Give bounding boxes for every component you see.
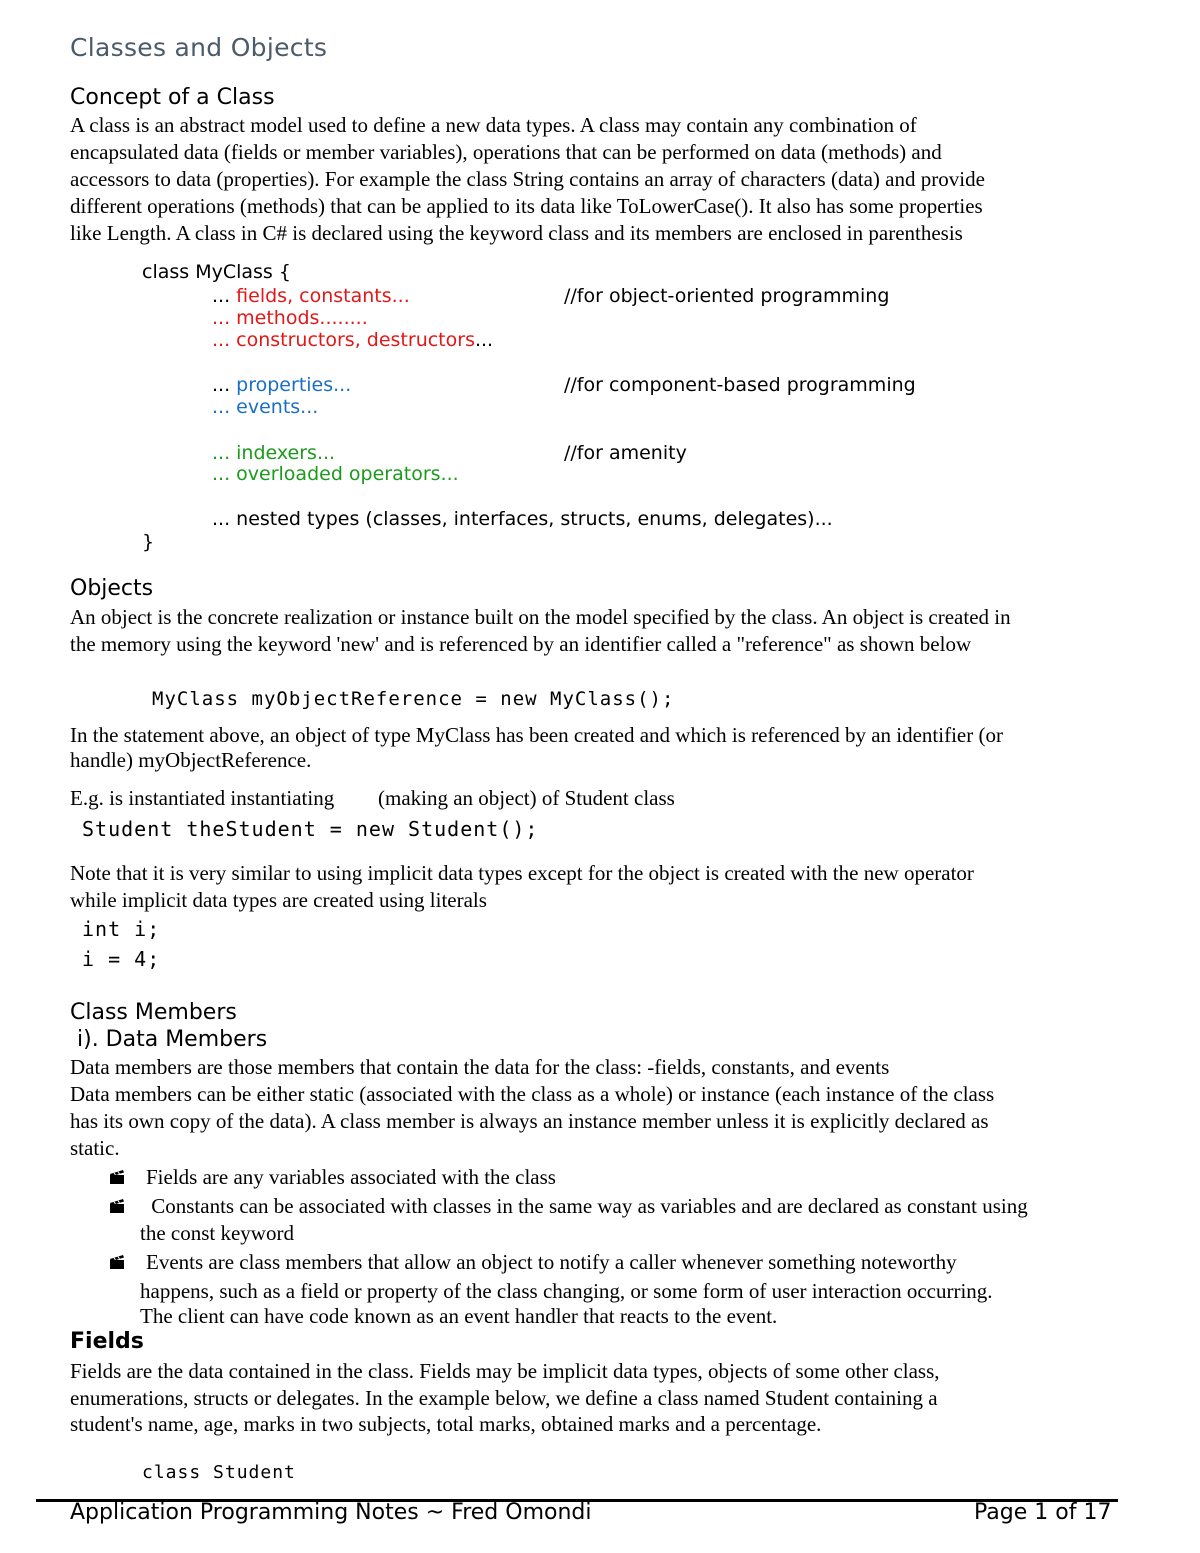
members-para-line-3: static. <box>70 1136 120 1160</box>
clapperboard-icon <box>108 1168 126 1191</box>
concept-line-1: A class is an abstract model used to define a new data types. A class may contain any combination of <box>70 113 917 137</box>
int-code-2: i = 4; <box>82 947 161 971</box>
concept-line-3: accessors to data (properties). For example the class String contains an array of characters (data) and provide <box>70 167 985 191</box>
objects-after-line-2: handle) myObjectReference. <box>70 748 312 772</box>
code-operators-line: ... overloaded operators... <box>212 463 459 485</box>
fields-code: class Student <box>142 1462 296 1483</box>
bullet-2-line-1: Constants can be associated with classes in the same way as variables and are declared as constant using <box>146 1194 1028 1218</box>
objects-after-line-1: In the statement above, an object of type MyClass has been created and which is referenced by an identifier (or <box>70 723 1003 747</box>
bullet-2-line-2: the const keyword <box>140 1221 294 1245</box>
example-text-b: (making an object) of Student class <box>378 786 675 810</box>
clapperboard-icon <box>108 1197 126 1220</box>
concept-heading: Concept of a Class <box>70 85 275 110</box>
code-class-close: } <box>142 531 155 553</box>
example-text-a: E.g. is instantiated instantiating <box>70 786 335 810</box>
fields-heading: Fields <box>70 1329 144 1354</box>
code-class-open: class MyClass { <box>142 261 291 283</box>
code-properties-line: ... properties... <box>212 374 352 396</box>
footer-page-number: Page 1 of 17 <box>974 1500 1112 1525</box>
members-heading: Class Members <box>70 1000 237 1025</box>
members-para-line-2: has its own copy of the data). A class member is always an instance member unless it is explicitly declared as <box>70 1109 989 1133</box>
note-line-2: while implicit data types are created using literals <box>70 888 487 912</box>
int-code-1: int i; <box>82 917 161 941</box>
concept-line-4: different operations (methods) that can be applied to its data like ToLowerCase(). It also has some properties <box>70 194 983 218</box>
objects-line-1: An object is the concrete realization or instance built on the model specified by the class. An object is created in <box>70 605 1011 629</box>
code-indexers-line: ... indexers... <box>212 442 336 464</box>
concept-line-5: like Length. A class in C# is declared using the keyword class and its members are enclosed in parenthesis <box>70 221 963 245</box>
note-line-1: Note that it is very similar to using implicit data types except for the object is created with the new operator <box>70 861 974 885</box>
example-code: Student theStudent = new Student(); <box>82 817 539 841</box>
code-methods-line: ... methods........ <box>212 307 368 329</box>
code-comment-oop: //for object-oriented programming <box>564 285 890 307</box>
code-constructors-line: ... constructors, destructors... <box>212 329 494 351</box>
objects-code: MyClass myObjectReference = new MyClass(); <box>152 688 675 710</box>
objects-heading: Objects <box>70 576 154 601</box>
members-line-1: Data members are those members that contain the data for the class: -fields, constants, and events <box>70 1055 890 1079</box>
code-fields-line: ... fields, constants... <box>212 285 410 307</box>
fields-line-2: enumerations, structs or delegates. In the example below, we define a class named Student containing a <box>70 1386 938 1410</box>
fields-line-1: Fields are the data contained in the class. Fields may be implicit data types, objects of some other class, <box>70 1359 940 1383</box>
members-para-line-1: Data members can be either static (associated with the class as a whole) or instance (each instance of the class <box>70 1082 995 1106</box>
bullet-3-line-3: The client can have code known as an event handler that reacts to the event. <box>140 1304 778 1328</box>
code-events-line: ... events... <box>212 396 319 418</box>
code-comment-amenity: //for amenity <box>564 442 687 464</box>
objects-line-2: the memory using the keyword 'new' and is referenced by an identifier called a "reference" as shown below <box>70 632 972 656</box>
bullet-3-line-2: happens, such as a field or property of the class changing, or some form of user interaction occurring. <box>140 1279 993 1303</box>
code-comment-component: //for component-based programming <box>564 374 916 396</box>
members-subheading: i). Data Members <box>70 1027 268 1052</box>
clapperboard-icon <box>108 1253 126 1276</box>
concept-line-2: encapsulated data (fields or member variables), operations that can be performed on data (methods) and <box>70 140 942 164</box>
footer-left: Application Programming Notes ~ Fred Omondi <box>70 1500 592 1525</box>
bullet-3-line-1: Events are class members that allow an object to notify a caller whenever something noteworthy <box>146 1250 957 1274</box>
fields-line-3: student's name, age, marks in two subjects, total marks, obtained marks and a percentage. <box>70 1412 822 1436</box>
code-nested-line: ... nested types (classes, interfaces, structs, enums, delegates)... <box>212 508 833 530</box>
page-title: Classes and Objects <box>70 33 328 62</box>
bullet-1-line-1: Fields are any variables associated with the class <box>146 1165 556 1189</box>
